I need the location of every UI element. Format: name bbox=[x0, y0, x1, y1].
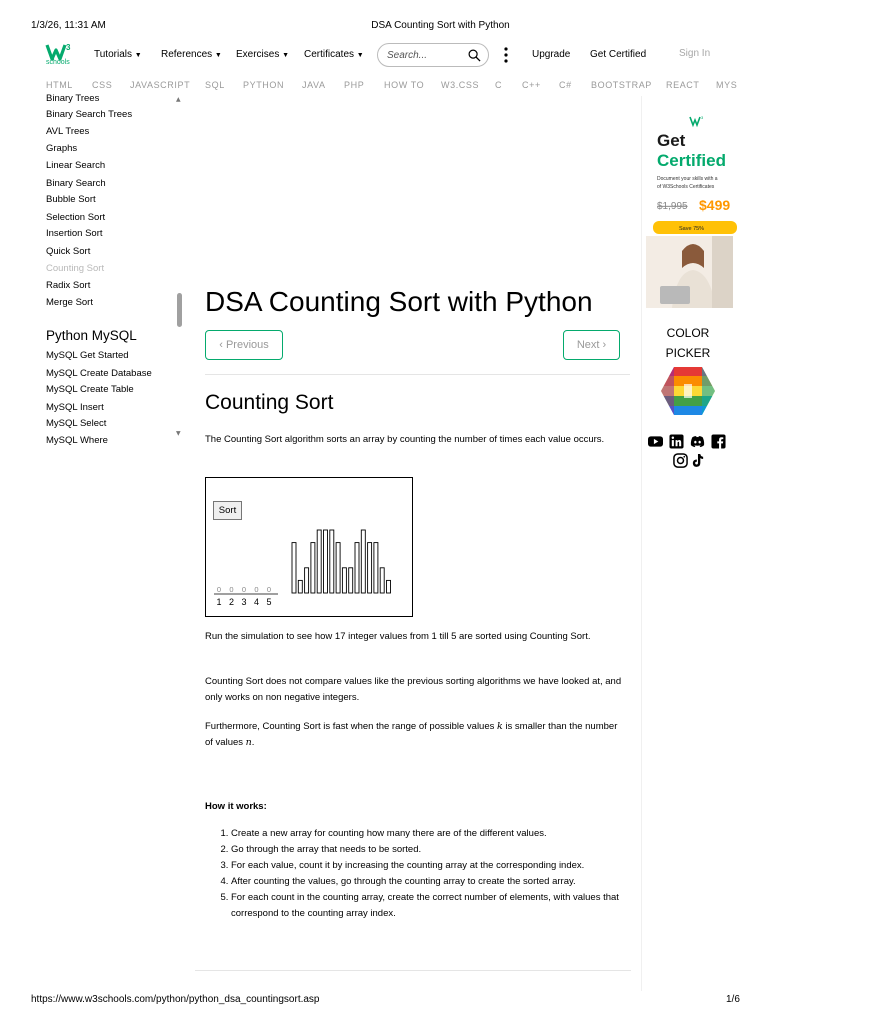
print-url: https://www.w3schools.com/python/python_dsa_countingsort.asp bbox=[31, 994, 320, 1005]
youtube-icon[interactable] bbox=[648, 434, 663, 449]
simulation-note: Run the simulation to see how 17 integer values from 1 till 5 are sorted using Counting Sort. bbox=[205, 631, 591, 642]
color-picker-line1: COLOR bbox=[666, 326, 710, 340]
color-picker-line2: PICKER bbox=[665, 346, 711, 360]
value-bar bbox=[349, 568, 353, 593]
count-value: 0 bbox=[241, 585, 247, 594]
sidebar-item[interactable]: MySQL Create Table bbox=[46, 384, 134, 395]
caret-down-icon: ▼ bbox=[134, 52, 142, 59]
value-bar bbox=[317, 530, 321, 593]
sidebar bbox=[0, 93, 186, 446]
sidebar-item[interactable]: Binary Trees bbox=[46, 93, 100, 104]
ad-sub2: of W3Schools Certificates bbox=[657, 184, 715, 190]
search-input[interactable] bbox=[387, 48, 467, 62]
variable-k: k bbox=[497, 721, 503, 732]
count-index: 5 bbox=[266, 597, 272, 607]
logo-caption: schools bbox=[46, 59, 70, 66]
sidebar-item[interactable]: Insertion Sort bbox=[46, 228, 103, 239]
lang-link[interactable]: HOW TO bbox=[384, 80, 425, 90]
sidebar-item[interactable]: MySQL Create Database bbox=[46, 368, 152, 379]
previous-button[interactable] bbox=[205, 330, 283, 360]
intro-paragraph: The Counting Sort algorithm sorts an array by counting the number of times each value occurs. bbox=[205, 434, 605, 445]
divider bbox=[205, 374, 630, 375]
value-bar bbox=[336, 543, 340, 593]
color-hexagon-icon[interactable] bbox=[660, 366, 716, 416]
linkedin-icon[interactable] bbox=[669, 434, 684, 449]
sidebar-item[interactable]: MySQL Where bbox=[46, 435, 108, 446]
scroll-up-icon[interactable]: ▲ bbox=[176, 96, 181, 103]
ad-new-price: $499 bbox=[699, 197, 731, 213]
next-button[interactable] bbox=[563, 330, 620, 360]
sidebar-item[interactable]: Binary Search Trees bbox=[46, 109, 133, 120]
count-index: 1 bbox=[216, 597, 222, 607]
search-box bbox=[377, 43, 489, 67]
sidebar-item-active[interactable]: Counting Sort bbox=[46, 263, 105, 274]
nav-exercises-label: Exercises bbox=[236, 49, 280, 60]
column-divider bbox=[641, 96, 642, 991]
print-doc-title: DSA Counting Sort with Python bbox=[371, 20, 510, 31]
ad-get: Get bbox=[657, 131, 686, 150]
instagram-icon[interactable] bbox=[673, 453, 688, 468]
ad-save: Save 75% bbox=[679, 226, 705, 232]
lang-link[interactable]: CSS bbox=[92, 80, 113, 90]
variable-n: n bbox=[245, 737, 252, 748]
get-certified-link[interactable]: Get Certified bbox=[590, 49, 647, 60]
nav-tutorials[interactable] bbox=[94, 49, 142, 60]
lang-link[interactable]: MYS bbox=[716, 80, 738, 90]
tiktok-icon[interactable] bbox=[690, 453, 705, 468]
page-title: DSA Counting Sort with Python bbox=[205, 286, 593, 317]
value-bar bbox=[342, 568, 346, 593]
lang-link[interactable]: C++ bbox=[522, 80, 541, 90]
sidebar-item[interactable]: Graphs bbox=[46, 143, 78, 154]
language-bar bbox=[0, 76, 738, 94]
value-bar bbox=[374, 543, 378, 593]
ad-sub1: Document your skills with a bbox=[657, 176, 718, 182]
lang-link[interactable]: C bbox=[495, 80, 503, 90]
upgrade-link[interactable]: Upgrade bbox=[532, 49, 571, 60]
sidebar-item[interactable]: Selection Sort bbox=[46, 212, 106, 223]
lang-link[interactable]: JAVA bbox=[302, 80, 326, 90]
lang-link[interactable]: REACT bbox=[666, 80, 700, 90]
nav-tutorials-label: Tutorials bbox=[94, 49, 132, 60]
step-item: 1. Create a new array for counting how many there are of the different values. bbox=[231, 826, 651, 842]
how-it-works-heading: How it works: bbox=[205, 801, 267, 812]
fast-paragraph bbox=[205, 719, 625, 751]
value-bar bbox=[324, 530, 328, 593]
fast-text-2: is smaller than the number of values bbox=[205, 721, 618, 748]
divider bbox=[195, 970, 631, 971]
sidebar-item[interactable]: MySQL Get Started bbox=[46, 350, 129, 361]
print-page-number: 1/6 bbox=[726, 994, 740, 1005]
sidebar-item[interactable]: Binary Search bbox=[46, 178, 106, 189]
svg-text:3: 3 bbox=[66, 43, 71, 52]
value-bar bbox=[368, 543, 372, 593]
count-value: 0 bbox=[229, 585, 234, 594]
count-value: 0 bbox=[266, 585, 272, 594]
sort-button[interactable]: Sort bbox=[213, 501, 242, 520]
sidebar-item[interactable]: Radix Sort bbox=[46, 280, 91, 291]
sign-in-link[interactable]: Sign In bbox=[679, 48, 711, 59]
lang-link[interactable]: BOOTSTRAP bbox=[591, 80, 652, 90]
nav-references-label: References bbox=[161, 49, 213, 60]
nav-references[interactable] bbox=[161, 49, 222, 60]
nav-exercises[interactable] bbox=[236, 49, 289, 60]
lang-link[interactable]: HTML bbox=[46, 80, 73, 90]
lang-link[interactable]: SQL bbox=[205, 80, 225, 90]
value-bar bbox=[380, 568, 384, 593]
lang-link[interactable]: JAVASCRIPT bbox=[130, 80, 191, 90]
value-bar bbox=[298, 580, 302, 593]
sidebar-item[interactable]: MySQL Insert bbox=[46, 402, 104, 413]
sidebar-item[interactable]: Linear Search bbox=[46, 160, 106, 171]
svg-text:3: 3 bbox=[701, 115, 704, 120]
sidebar-item[interactable]: Merge Sort bbox=[46, 297, 93, 308]
simulation-canvas bbox=[206, 478, 412, 616]
step-item: 3. For each value, count it by increasing the counting array at the corresponding index. bbox=[231, 858, 651, 874]
value-bar bbox=[305, 568, 309, 593]
lang-link[interactable]: C# bbox=[559, 80, 572, 90]
value-bar bbox=[355, 543, 359, 593]
count-index: 4 bbox=[253, 597, 260, 607]
next-label: Next bbox=[576, 339, 600, 351]
step-item: 2. Go through the array that needs to be sorted. bbox=[231, 842, 651, 858]
lang-link[interactable]: PYTHON bbox=[243, 80, 285, 90]
ad-artwork bbox=[646, 108, 733, 308]
value-bar bbox=[361, 530, 365, 593]
count-index: 2 bbox=[228, 597, 235, 607]
scroll-down-icon[interactable]: ▼ bbox=[176, 430, 181, 437]
caret-down-icon: ▼ bbox=[282, 52, 290, 59]
more-options-icon[interactable] bbox=[503, 46, 509, 64]
section-title: Counting Sort bbox=[205, 391, 334, 414]
fast-text-1: Furthermore, Counting Sort is fast when the range of possible values bbox=[205, 721, 498, 732]
facebook-icon[interactable] bbox=[711, 434, 726, 449]
counting-sort-simulation bbox=[205, 477, 413, 617]
step-item: 4. After counting the values, go through the counting array to create the sorted array. bbox=[231, 874, 651, 890]
value-bar bbox=[292, 543, 296, 593]
previous-label: Previous bbox=[225, 339, 269, 351]
print-datetime: 1/3/26, 11:31 AM bbox=[31, 20, 106, 31]
steps-list bbox=[205, 826, 651, 922]
sidebar-heading: Python MySQL bbox=[46, 328, 137, 343]
sidebar-item[interactable]: AVL Trees bbox=[46, 126, 90, 137]
search-icon[interactable] bbox=[468, 49, 481, 62]
chevron-right-icon: › bbox=[599, 339, 607, 351]
caret-down-icon: ▼ bbox=[356, 52, 364, 59]
color-picker-label[interactable] bbox=[650, 323, 726, 363]
fast-text-3: . bbox=[251, 737, 255, 748]
sidebar-item[interactable]: Bubble Sort bbox=[46, 194, 96, 205]
count-value: 0 bbox=[216, 585, 222, 594]
sidebar-item[interactable]: MySQL Select bbox=[46, 418, 107, 429]
lang-link[interactable]: PHP bbox=[344, 80, 365, 90]
ad-old-price: $1,995 bbox=[657, 201, 688, 212]
compare-paragraph: Counting Sort does not compare values like the previous sorting algorithms we have looked at, and only works on non negative integers. bbox=[205, 676, 622, 703]
ad-certified: Certified bbox=[657, 151, 726, 170]
nav-certificates[interactable] bbox=[304, 49, 364, 60]
certified-ad[interactable] bbox=[646, 108, 733, 308]
lang-link[interactable]: W3.CSS bbox=[441, 80, 480, 90]
discord-icon[interactable] bbox=[690, 434, 705, 449]
value-bar bbox=[387, 580, 391, 593]
count-value: 0 bbox=[254, 585, 259, 594]
sidebar-item[interactable]: Quick Sort bbox=[46, 246, 91, 257]
chevron-left-icon: ‹ bbox=[219, 339, 226, 351]
sidebar-scrollbar-thumb[interactable] bbox=[177, 293, 182, 327]
nav-certificates-label: Certificates bbox=[304, 49, 355, 60]
count-index: 3 bbox=[241, 597, 247, 607]
caret-down-icon: ▼ bbox=[214, 52, 222, 59]
step-item: 5. For each count in the counting array, create the correct number of elements, with values that correspond to the counting array index. bbox=[231, 890, 651, 922]
value-bar bbox=[311, 543, 315, 593]
value-bar bbox=[330, 530, 334, 593]
